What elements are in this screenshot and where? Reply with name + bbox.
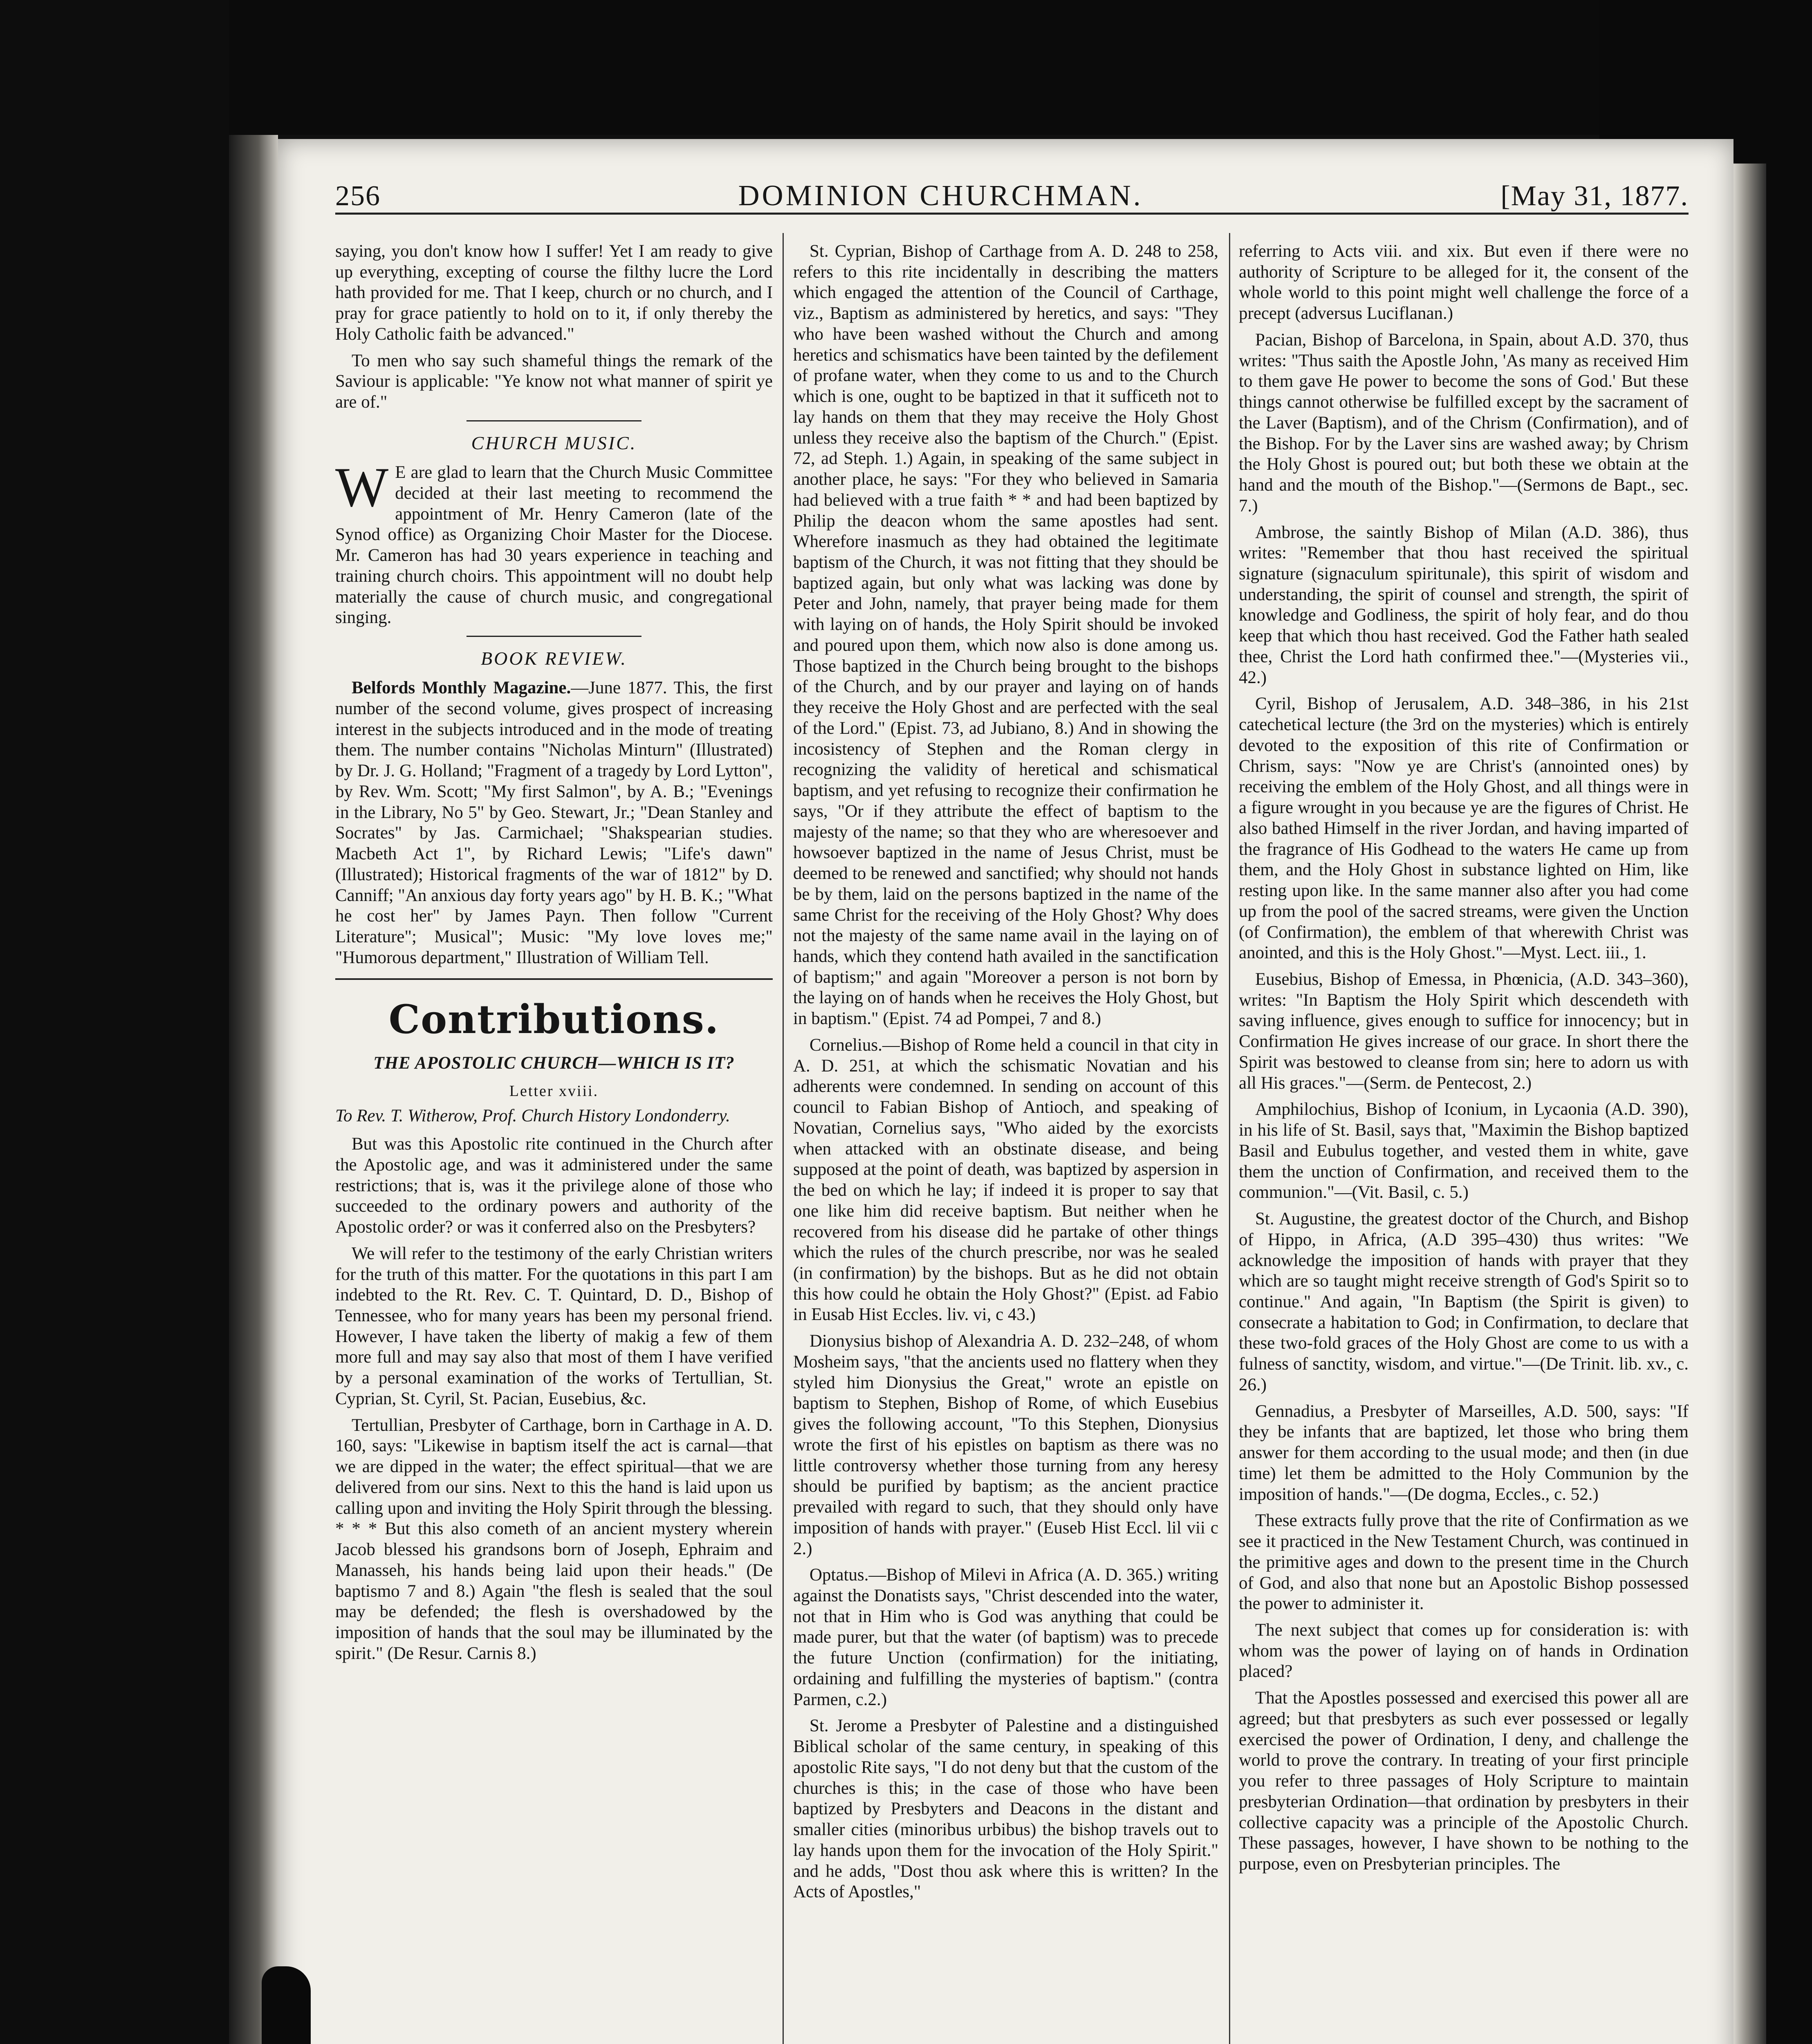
paragraph: Optatus.—Bishop of Milevi in Africa (A. D. 365.) writing against the Donatists says, "Christ descended into the water, not that in Him who is God was anything that could be made purer, but that the water (of baptism) was to precede the future Unction (confirmation) for the initiating, ordaining and fulfilling the mysteries of baptism." (contra Parmen, c.2.) (793, 1565, 1218, 1709)
divider (335, 978, 773, 980)
paragraph: Gennadius, a Presbyter of Marseilles, A.D. 500, says: "If they be infants that are baptized, let those who bring them answer for them according to the usual mode; and then (in due time) let them be admitted to the Holy Communion by the imposition of hands."—(De dogma, Eccles., c. 52.) (1239, 1401, 1689, 1504)
paragraph: St. Augustine, the greatest doctor of the Church, and Bishop of Hippo, in Africa, (A.D 395–430) thus writes: "We acknowledge the imposition of hands with prayer that they which are so taught might receive strength of God's Spirit so to continue." And again, "In Baptism (the Spirit is given) to consecrate a habitation to God; in Confirmation, to declare that these two-fold graces of the Holy Ghost are come to us with a fulness of sanctity, wisdom, and virtue."—(De Trinit. lib. xv., c. 26.) (1239, 1209, 1689, 1394)
publication-title: DOMINION CHURCHMAN. (738, 179, 1143, 212)
article-title: THE APOSTOLIC CHURCH—WHICH IS IT? (373, 1053, 735, 1073)
page-edge-strip (1734, 164, 1766, 2044)
scan-border-left (0, 0, 229, 2044)
review-body: —June 1877. This, the first number of the second volume, gives prospect of increasing interest in the subjects introduced and in the mode of treating them. The number contains "Nicholas Minturn" (Illustrated) by Dr. J. G. Holland; "Fragment of a tragedy by Lord Lytton", by Rev. Wm. Scott; "My first Salmon", by A. B.; "Evenings in the Library, No 5" by Geo. Stewart, Jr.; "Dean Stanley and Socrates" by Jas. Carmichael; "Shakspearian studies. Macbeth Act 1", by Richard Lewis; "Life's dawn" (Illustrated); Historical fragments of the war of 1812" by D. Canniff; "An anxious day forty years ago" by H. B. K.; "What he cost her" by James Payn. Then follow "Current Literature"; Musical"; Music: "My love loves me;" "Humorous department," Illustration of William Tell. (335, 678, 773, 967)
column-divider (783, 233, 784, 2044)
review-lead: Belfords Monthly Magazine. (352, 678, 571, 698)
paragraph: Amphilochius, Bishop of Iconium, in Lycaonia (A.D. 390), in his life of St. Basil, says that, "Maximin the Bishop baptized Basil and Eubulus together, and vested them in white, gave them the unction of Confirmation, and received them to the communion."—(Vit. Basil, c. 5.) (1239, 1100, 1689, 1202)
paragraph: But was this Apostolic rite continued in the Church after the Apostolic age, and was it administered under the same restrictions; that is, was it the privilege alone of those who succeeded to the ordinary powers and authority of the Apostolic order? or was it conferred also on the Presbyters? (335, 1134, 773, 1237)
paragraph: That the Apostles possessed and exercised this power all are agreed; but that presbyters as such ever possessed or legally exercised the power of Ordination, I deny, and challenge the world to prove the contrary. In treating of your first principle you refer to three passages of Holy Scripture to maintain presbyterian Ordination—that ordination by presbyters in their collective capacity was a principle of the Apostolic Church. These passages, however, I have shown to be nothing to the purpose, even on Presbyterian principles. The (1239, 1688, 1689, 1874)
book-spine (229, 135, 278, 2044)
divider (466, 636, 641, 637)
book-review-article (335, 678, 773, 968)
page-number: 256 (335, 180, 381, 212)
paragraph: St. Cyprian, Bishop of Carthage from A. D. 248 to 258, refers to this rite incidentally in describing the matters which engaged the attention of the Council of Carthage, viz., Baptism as administered by heretics, and says: "They who have been washed without the Church and among heretics and schismatics have been tainted by the defilement of profane water, when they come to us and to the Church which is one, ought to be baptized in that it sufficeth not to lay hands on them that they may receive the Holy Ghost unless they receive also the baptism of the Church." (Epist. 72, ad Steph. 1.) Again, in speaking of the same subject in another place, he says: "For they who believed in Samaria had believed with a true faith * * and had been baptized by Philip the deacon whom the same apostles had sent. Wherefore inasmuch as they had obtained the legitimate baptism of the Church, it was not fitting that they should be baptized again, but only what was lacking was done by Peter and John, namely, that prayer being made for them with laying on of hands, the Holy Spirit should be invoked and poured upon them, which now also is done among us. Those baptized in the Church being brought to the bishops of the Church, and by our prayer and laying on of hands they receive the Holy Ghost and are perfected with the seal of the Lord." (Epist. 73, ad Jubiano, 8.) And in showing the incosistency of Stephen and the Roman clergy in recognizing the validity of heretical and schismatical baptism, and yet refusing to recognize their confirmation he says, "Or if they attribute the effect of baptism to the majesty of the name; so that they who are wheresoever and howsoever baptized in the name of Jesus Christ, must be deemed to be renewed and sanctified; why should not hands be by them, laid on the persons baptized in the name of the same Christ for the receiving of the Holy Ghost? Why does not the majesty of the same name avail in the laying on of hands, which they contend hath availed in the sanctification of baptism;" and again "Moreover a person is not born by the laying on of hands when he receives the Holy Ghost, but in baptism." (Epist. 74 ad Pompei, 7 and 8.) (793, 242, 1218, 1029)
column-middle (793, 241, 1218, 2044)
paragraph: Cornelius.—Bishop of Rome held a council in that city in A. D. 251, at which the schismatic Novatian and his adherents were condemned. In sending on account of this council to Fabian Bishop of Antioch, and speaking of Novatian, Cornelius says, "Who aided by the exorcists when attacked with an obstinate disease, and being supposed at the point of death, was baptized by aspersion in the bed on which he lay; if indeed it is proper to say that one like him did receive baptism. But neither when he recovered from his disease did he partake of other things which the rules of the church prescribe, nor was he sealed (in confirmation) by the bishops. But as he did not obtain this how could he obtain the Holy Ghost?" (Epist. ad Fabio in Eusab Hist Eccles. liv. vi, c 43.) (793, 1035, 1218, 1325)
paragraph: Ambrose, the saintly Bishop of Milan (A.D. 386), thus writes: "Remember that thou hast received the spiritual signature (signaculum spiritunale), this spirit of wisdom and understanding, the spirit of counsel and strength, the spirit of knowledge and Godliness, the spirit of holy fear, and do thou keep that which thou hast received. God the Father hath sealed thee, Christ the Lord hath confirmed thee."—(Mysteries vii., 42.) (1239, 522, 1689, 687)
section-title-book-review: BOOK REVIEW. (480, 648, 628, 669)
paragraph: saying, you don't know how I suffer! Yet I am ready to give up everything, excepting of course the filthy lucre the Lord hath provided for me. That I keep, church or no church, and I pray for grace patiently to hold on to it, if only thereby the Holy Catholic faith be advanced." (335, 242, 773, 344)
paragraph: St. Jerome a Presbyter of Palestine and a distinguished Biblical scholar of the same century, in speaking of this apostolic Rite says, "I do not deny but that the custom of the churches is this; in the case of those who have been baptized by Presbyters and Deacons in the distant and smaller cities (minoribus urbibus) the bishop travels out to lay hands upon them for the invocation of the Holy Spirit." and he adds, "Dost thou ask where this is written? In the Acts of Apostles," (793, 1716, 1218, 1902)
paragraph: We will refer to the testimony of the early Christian writers for the truth of this matter. For the quotations in this part I am indebted to the Rt. Rev. C. T. Quintard, D. D., Bishop of Tennessee, who for many years has been my personal friend. However, I have taken the liberty of makig a few of them more full and may say also that most of them I have verified by a personal examination of the works of Tertullian, St. Cyprian, St. Cyril, St. Pacian, Eusebius, &c. (335, 1244, 773, 1408)
column-left (335, 241, 773, 2044)
paragraph: These extracts fully prove that the rite of Confirmation as we see it practiced in the New Testament Church, was continued in the primitive ages and down to the present time in the Church of God, and also that none but an Apostolic Bishop possessed the power to administer it. (1239, 1511, 1689, 1614)
letter-number: Letter xviii. (509, 1082, 599, 1100)
church-music-article (335, 456, 773, 628)
paragraph: Dionysius bishop of Alexandria A. D. 232–248, of whom Mosheim says, "that the ancients used no flattery when they styled him Dionysius the Great," wrote an epistle on baptism to Stephen, Bishop of Rome, of which Eusebius gives the following account, "To this Stephen, Dionysius wrote the first of his epistles on baptism as there was no little controversy whether those turning from any heresy should be purified by baptism; as the ancient practice prevailed with regard to such, that they should only have imposition of hands with prayer." (Euseb Hist Eccl. lil vii c 2.) (793, 1331, 1218, 1558)
column-right (1239, 241, 1689, 2044)
paragraph: Pacian, Bishop of Barcelona, in Spain, about A.D. 370, thus writes: "Thus saith the Apostle John, 'As many as received Him to them gave He power to become the sons of God.' But these things cannot otherwise be fulfilled except by the sacrament of the Laver (Baptism), and of the Chrism (Confirmation), and of the Bishop. For by the Laver sins are washed away; by Chrism the Holy Ghost is poured out; but both these we obtain at the hand and the mouth of the Bishop."—(Sermons de Bapt., sec. 7.) (1239, 330, 1689, 515)
paragraph: The next subject that comes up for consideration is: with whom was the power of laying on of hands in Ordination placed? (1239, 1620, 1689, 1681)
page-header (335, 164, 1689, 215)
addressee: To Rev. T. Witherow, Prof. Church History Londonderry. (335, 1106, 730, 1126)
section-title-church-music: CHURCH MUSIC. (471, 432, 637, 453)
column-divider (1229, 233, 1230, 2044)
paragraph: referring to Acts viii. and xix. But even if there were no authority of Scripture to be alleged for it, the consent of the whole world to this point might well challenge the force of a precept (adversus Luciflanan.) (1239, 242, 1689, 323)
contributions-heading: Contributions. (388, 996, 720, 1042)
paragraph: Eusebius, Bishop of Emessa, in Phœnicia, (A.D. 343–360), writes: "In Baptism the Holy Spirit which descendeth with saving influence, gives enough to suffice for innocency; but in Confirmation He gives increase of our grace. In short there the Spirit was bestowed to cleanse from sin; here to adorn us with all His graces."—(Serm. de Pentecost, 2.) (1239, 969, 1689, 1093)
newspaper-page (278, 139, 1734, 2044)
paragraph: To men who say such shameful things the remark of the Saviour is applicable: "Ye know not what manner of spirit ye are of." (335, 351, 773, 412)
thumb-shadow (262, 1966, 311, 2044)
divider (466, 420, 641, 421)
church-music-body: E are glad to learn that the Church Music Committee decided at their last meeting to recommend the appointment of Mr. Henry Cameron (late of the Synod office) as Organizing Choir Master for the Diocese. Mr. Cameron has had 30 years experience in teaching and training church choirs. This appointment will no doubt help materially the cause of church music, and congregational singing. (335, 463, 773, 628)
paragraph: Cyril, Bishop of Jerusalem, A.D. 348–386, in his 21st catechetical lecture (the 3rd on the mysteries) which is entirely devoted to the exposition of this rite of Confirmation or Chrism, says: "Now ye are Christ's (annointed ones) by receiving the emblem of the Holy Ghost, and all things were in a figure wrought in you because ye are the figures of Christ. He also bathed Himself in the river Jordan, and having imparted of the fragrance of His Godhead to the waters He came up from them, and the Holy Ghost in substance lighted on Him, like resting upon like. In the same manner also after you had come up from the pool of the sacred streams, were given the Unction (of Confirmation), the emblem of that wherewith Christ was anointed, and this is the Holy Ghost."—Myst. Lect. iii., 1. (1239, 694, 1689, 963)
issue-date: [May 31, 1877. (1500, 180, 1689, 212)
drop-cap: W (335, 456, 389, 519)
scan-border-top (0, 0, 1812, 135)
paragraph: Tertullian, Presbyter of Carthage, born in Carthage in A. D. 160, says: "Likewise in baptism itself the act is carnal—that we are dipped in the water; the effect spiritual—that we are delivered from our sins. Next to this the hand is laid upon us calling upon and inviting the Holy Spirit through the blessing. * * * But this also cometh of an ancient mystery wherein Jacob blessed his grandsons born of Joseph, Ephraim and Manasseh, his hands being laid upon their heads." (De baptismo 7 and 8.) Again "the flesh is sealed that the soul may be defended; the flesh is overshadowed by the imposition of hands that the soul may be illuminated by the spirit." (De Resur. Carnis 8.) (335, 1415, 773, 1663)
